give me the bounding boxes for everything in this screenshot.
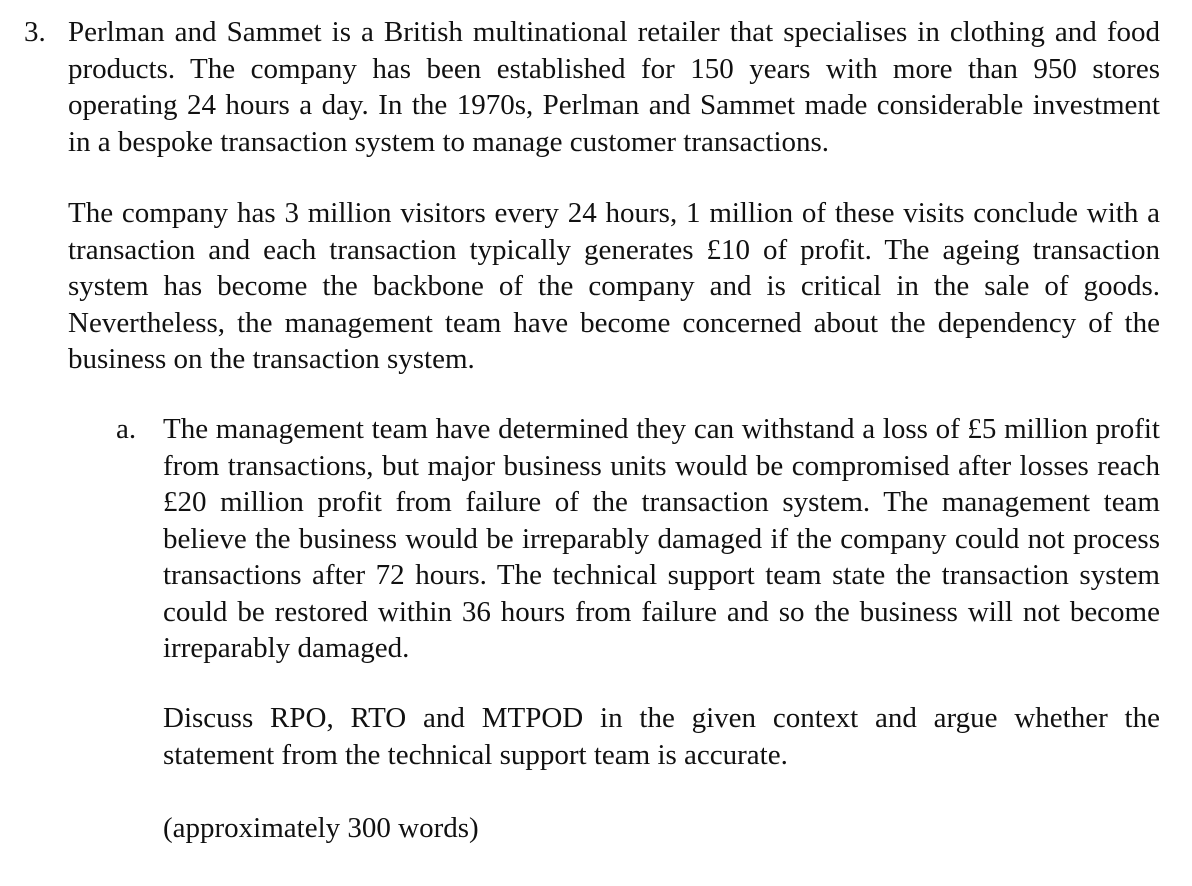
word-count-note: (approximately 300 words) [163,812,479,844]
question-number: 3. [24,16,46,48]
intro-paragraph: Perlman and Sammet is a British multinational retailer that specialises in clothing and food products. The company has been established for 150 years with more than 950 stores operating 24 hours a day. In the 1970s, Perlman and Sammet made considerable investment in a bespoke transaction system to manage customer transactions. [68,16,1160,158]
part-a-scenario: The management team have determined they can withstand a loss of £5 million profit from transactions, but major business units would be compromised after losses reach £20 million profit from failure of the transaction system. The management team believe the business would be irreparably damaged if the company could not process transactions after 72 hours. The technical support team state the transaction system could be restored within 36 hours from failure and so the business will not become irreparably damaged. [163,413,1160,664]
part-a-label: a. [116,413,137,445]
context-paragraph: The company has 3 million visitors every 24 hours, 1 million of these visits conclude with a transaction and each transaction typically generates £10 of profit. The ageing transaction system has become the backbone of the company and is critical in the sale of goods. Nevertheless, the management team have become concerned about the dependency of the business on the transaction system. [68,197,1160,375]
part-a-task: Discuss RPO, RTO and MTPOD in the given context and argue whether the statement from the technical support team is accurate. [163,702,1160,771]
